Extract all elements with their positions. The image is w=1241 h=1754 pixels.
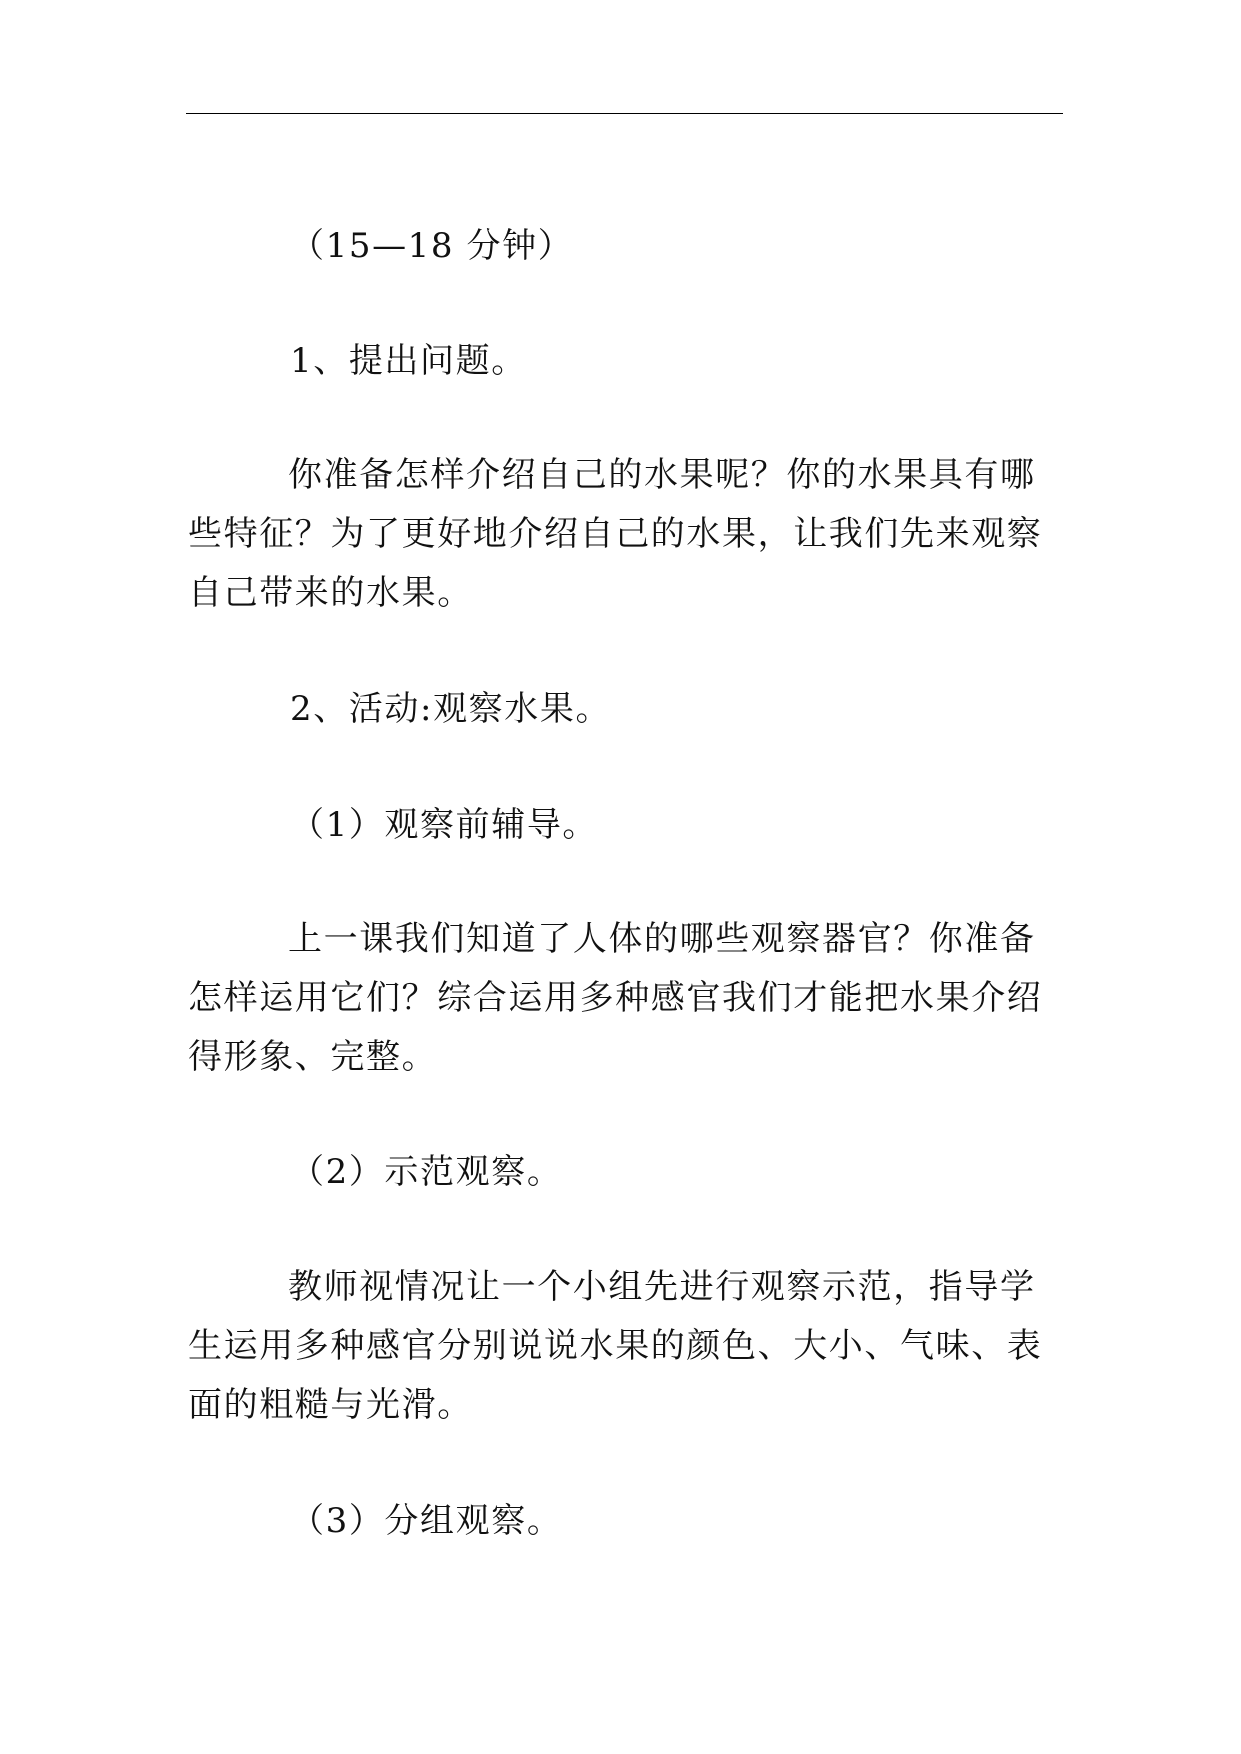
sub1-body: 上一课我们知道了人体的哪些观察器官？你准备怎样运用它们？综合运用多种感官我们才能把水果介绍得形象、完整。 (188, 919, 1043, 1077)
sub1-heading: （1）观察前辅导。 (290, 805, 599, 845)
step1-heading: 1、提出问题。 (290, 341, 527, 381)
step1-body: 你准备怎样介绍自己的水果呢？你的水果具有哪些特征？为了更好地介绍自己的水果，让我们先来观察自己带来的水果。 (188, 455, 1043, 613)
time-note: （15—18 分钟） (290, 226, 574, 266)
sub2-body: 教师视情况让一个小组先进行观察示范，指导学生运用多种感官分别说说水果的颜色、大小、气味、表面的粗糙与光滑。 (188, 1267, 1043, 1425)
sub3-heading: （3）分组观察。 (290, 1501, 563, 1541)
sub2-heading: （2）示范观察。 (290, 1152, 563, 1192)
header-rule (186, 113, 1063, 114)
step2-heading: 2、活动:观察水果。 (290, 689, 612, 729)
